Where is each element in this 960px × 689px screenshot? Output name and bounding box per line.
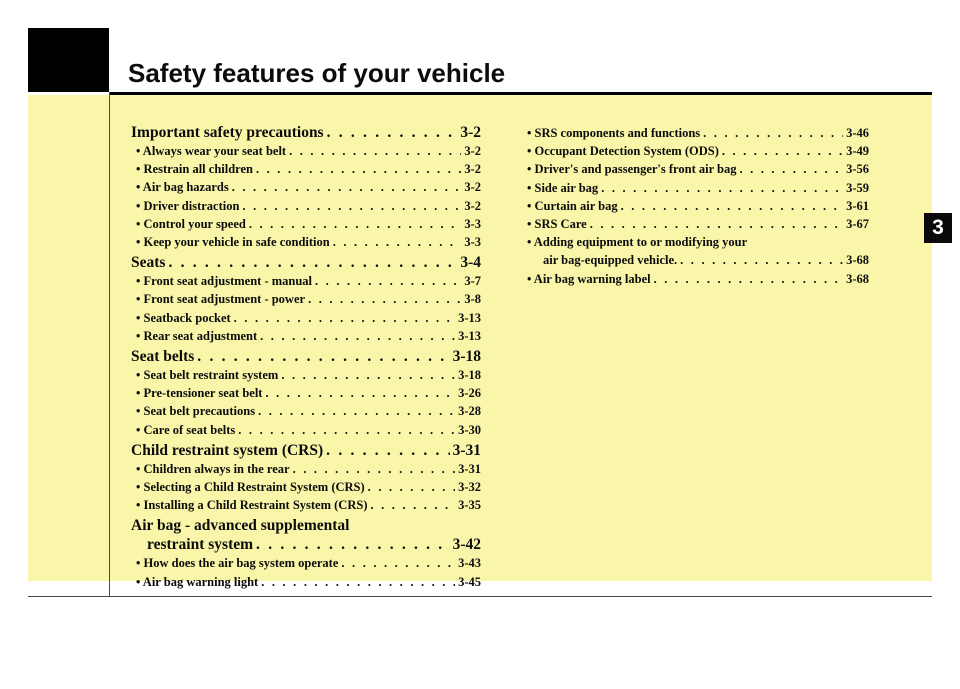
toc-entry-label: • Driver's and passenger's front air bag — [527, 162, 737, 177]
toc-entry-label: Seats — [131, 254, 166, 272]
toc-subentry[interactable] — [131, 366, 481, 384]
toc-entry-label: • Occupant Detection System (ODS) — [527, 144, 719, 159]
toc-entry-label: • Air bag warning light — [136, 574, 259, 589]
toc-entry-line2 — [527, 251, 869, 269]
dot-leader — [601, 179, 843, 197]
dot-leader — [234, 309, 455, 327]
toc-entry-label: Child restraint system (CRS) — [131, 441, 324, 459]
toc-entry-label: Important safety precautions — [131, 124, 324, 141]
toc-subentry[interactable] — [131, 272, 481, 290]
toc-page-number: 3-45 — [458, 574, 481, 589]
dot-leader — [621, 197, 843, 215]
toc-entry-label: • Rear seat adjustment — [136, 328, 258, 343]
toc-entry-label: • Air bag hazards — [136, 180, 229, 195]
toc-page-number: 3-61 — [846, 198, 869, 213]
toc-page-number: 3-26 — [458, 386, 481, 401]
toc-subentry[interactable] — [131, 327, 481, 345]
toc-entry-label: • SRS components and functions — [527, 126, 701, 140]
toc-entry-label-line2: restraint system — [147, 536, 254, 554]
toc-subentry[interactable] — [131, 142, 481, 160]
dot-leader — [256, 535, 450, 554]
dot-leader — [261, 573, 455, 591]
dot-leader — [315, 272, 461, 290]
dot-leader — [197, 348, 449, 366]
dot-leader — [258, 402, 455, 420]
toc-page-number: 3-2 — [464, 162, 481, 177]
toc-entry-label-line1: Air bag - advanced supplemental — [131, 517, 350, 535]
dot-leader — [238, 421, 455, 439]
toc-subentry[interactable] — [131, 478, 481, 496]
toc-page-number: 3-43 — [458, 556, 481, 571]
toc-entry-label-line1: • Adding equipment to or modifying your — [527, 235, 748, 250]
toc-entry-label: • Air bag warning label — [527, 271, 651, 286]
toc-page-number: 3-49 — [846, 144, 869, 159]
toc-subentry[interactable] — [527, 124, 869, 142]
dot-leader — [370, 496, 455, 514]
toc-entry-label: • Children always in the rear — [136, 461, 290, 476]
toc-page-number: 3-28 — [458, 404, 481, 419]
toc-entry-line2 — [131, 535, 481, 554]
toc-subentry[interactable] — [131, 309, 481, 327]
toc-subentry[interactable] — [527, 233, 869, 269]
toc-page-number: 3-59 — [846, 180, 869, 195]
dot-leader — [168, 254, 457, 272]
dot-leader — [333, 233, 462, 251]
toc-page-number: 3-2 — [464, 144, 481, 158]
toc-page-number: 3-13 — [458, 328, 481, 343]
toc-page-number: 3-3 — [464, 235, 481, 250]
toc-subentry[interactable] — [131, 233, 481, 251]
toc-left-column — [131, 124, 481, 591]
toc-entry-label: • Keep your vehicle in safe condition — [136, 235, 330, 250]
toc-entry-label: • Pre-tensioner seat belt — [136, 386, 263, 401]
toc-page-number: 3-56 — [846, 162, 869, 177]
dot-leader — [242, 197, 461, 215]
dot-leader — [590, 215, 843, 233]
toc-section-entry[interactable] — [131, 517, 481, 554]
toc-entry-label: • Always wear your seat belt — [136, 144, 287, 158]
dot-leader — [281, 366, 455, 384]
toc-subentry[interactable] — [527, 160, 869, 178]
toc-subentry[interactable] — [527, 215, 869, 233]
toc-entry-label: • Seat belt restraint system — [136, 368, 279, 383]
toc-subentry[interactable] — [527, 197, 869, 215]
dot-leader — [289, 142, 461, 160]
toc-page-number: 3-32 — [458, 480, 481, 495]
toc-page-number: 3-68 — [846, 271, 869, 286]
dot-leader — [654, 270, 843, 288]
dot-leader — [327, 124, 458, 142]
toc-entry-label: • Curtain air bag — [527, 198, 618, 213]
toc-page-number: 3-18 — [458, 368, 481, 383]
toc-entry-label: • Front seat adjustment - power — [136, 292, 306, 307]
toc-entry-label: • How does the air bag system operate — [136, 556, 339, 571]
toc-page-number: 3-67 — [846, 217, 869, 232]
toc-subentry[interactable] — [131, 197, 481, 215]
toc-entry-label: • Control your speed — [136, 216, 246, 231]
toc-entry-label: • Driver distraction — [136, 198, 240, 213]
toc-page-number: 3-7 — [464, 274, 481, 289]
toc-subentry[interactable] — [131, 573, 481, 591]
toc-entry-label: • Installing a Child Restraint System (CRS) — [136, 498, 368, 513]
toc-subentry[interactable] — [131, 421, 481, 439]
toc-subentry[interactable] — [527, 179, 869, 197]
toc-subentry[interactable] — [131, 290, 481, 308]
toc-subentry[interactable] — [131, 554, 481, 572]
toc-right-column — [527, 124, 869, 288]
dot-leader — [308, 290, 461, 308]
toc-entry-label: Seat belts — [131, 348, 195, 366]
toc-page-number: 3-2 — [460, 124, 481, 141]
toc-section-entry[interactable] — [131, 348, 481, 366]
page-title: Safety features of your vehicle — [128, 58, 506, 88]
toc-subentry[interactable] — [131, 178, 481, 196]
toc-subentry[interactable] — [131, 160, 481, 178]
toc-page-number: 3-35 — [458, 498, 481, 513]
dot-leader — [232, 178, 462, 196]
toc-page-number: 3-13 — [458, 310, 481, 325]
toc-section-entry[interactable] — [131, 254, 481, 272]
toc-page-number: 3-2 — [464, 198, 481, 213]
dot-leader — [256, 160, 461, 178]
toc-entry-label: • SRS Care — [527, 217, 587, 232]
toc-subentry[interactable] — [131, 460, 481, 478]
toc-entry-label: • Care of seat belts — [136, 422, 236, 437]
toc-entry-label: • Seat belt precautions — [136, 404, 256, 419]
toc-page-number: 3-4 — [460, 254, 481, 272]
toc-section-entry[interactable] — [131, 442, 481, 460]
toc-section-entry[interactable] — [131, 124, 481, 142]
left-margin-rule — [109, 92, 110, 597]
dot-leader — [326, 442, 449, 460]
toc-subentry[interactable] — [131, 215, 481, 233]
toc-page-number: 3-18 — [452, 348, 481, 366]
toc-entry-label: • Seatback pocket — [136, 310, 231, 325]
dot-leader — [260, 327, 455, 345]
bottom-rule — [28, 596, 932, 597]
toc-subentry[interactable] — [131, 402, 481, 420]
chapter-corner-block — [28, 28, 109, 92]
toc-entry-label-line2: air bag-equipped vehicle. — [543, 253, 678, 268]
dot-leader — [703, 124, 843, 142]
dot-leader — [293, 460, 456, 478]
toc-entry-label: • Selecting a Child Restraint System (CRS) — [136, 480, 365, 495]
chapter-tab[interactable]: 3 — [924, 213, 952, 243]
toc-entry-label: • Restrain all children — [136, 162, 253, 177]
toc-entry-label: • Front seat adjustment - manual — [136, 274, 313, 289]
toc-entry-label: • Side air bag — [527, 180, 599, 195]
dot-leader — [265, 384, 455, 402]
toc-subentry[interactable] — [131, 384, 481, 402]
dot-leader — [368, 478, 455, 496]
toc-page-number: 3-31 — [458, 461, 481, 476]
toc-page-number: 3-31 — [452, 441, 481, 459]
toc-page-number: 3-8 — [464, 292, 481, 307]
dot-leader — [722, 142, 843, 160]
toc-page-number: 3-2 — [464, 180, 481, 195]
toc-page-number: 3-42 — [452, 536, 481, 554]
toc-page-number: 3-68 — [846, 253, 869, 268]
dot-leader — [739, 160, 843, 178]
dot-leader — [341, 554, 455, 572]
dot-leader — [680, 251, 843, 269]
toc-page-number: 3-46 — [846, 126, 869, 140]
toc-page-number: 3-3 — [464, 216, 481, 231]
toc-subentry[interactable] — [527, 142, 869, 160]
toc-page-number: 3-30 — [458, 422, 481, 437]
dot-leader — [249, 215, 462, 233]
toc-subentry[interactable] — [527, 270, 869, 288]
toc-subentry[interactable] — [131, 496, 481, 514]
